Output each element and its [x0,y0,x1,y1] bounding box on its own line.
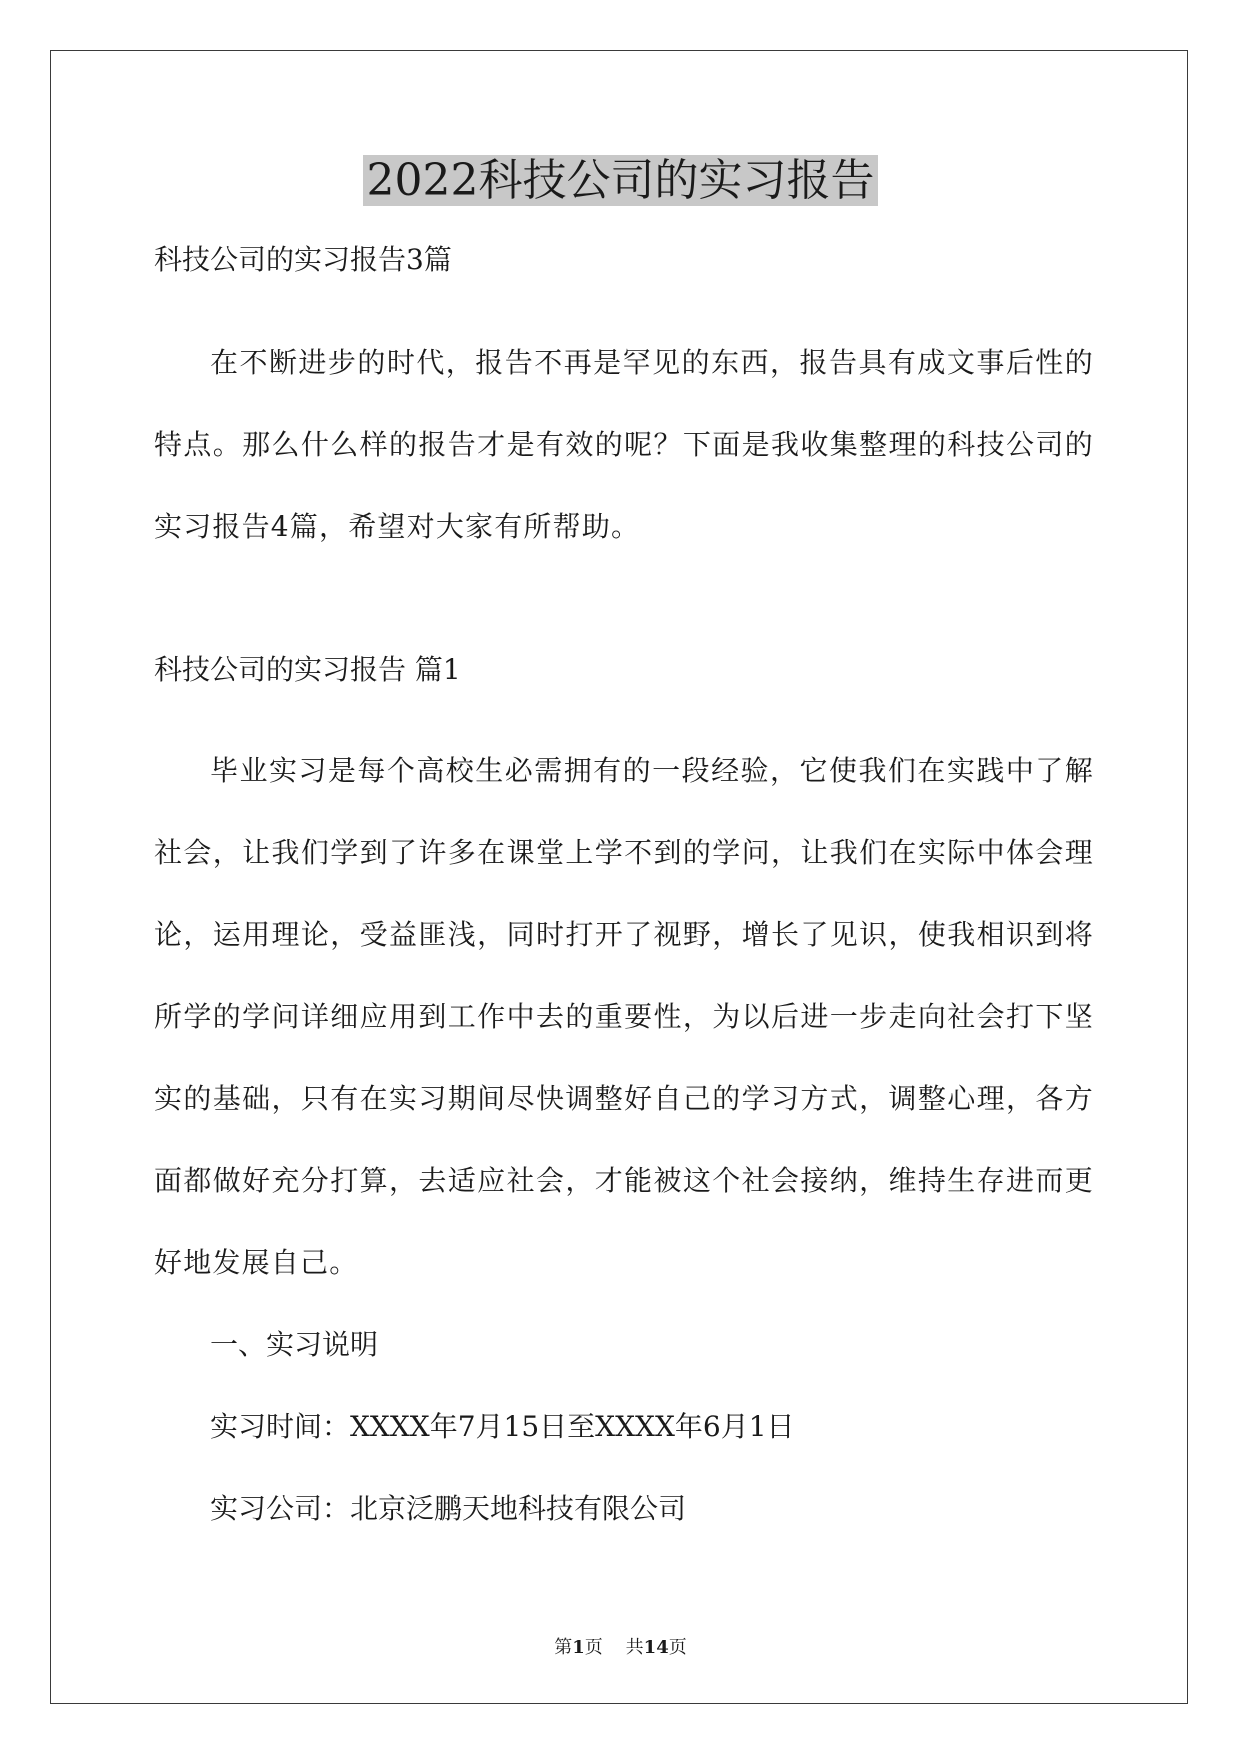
footer-total-suffix: 页 [668,1637,687,1658]
footer-total-prefix: 共 [625,1637,644,1658]
page-footer [0,1636,1241,1660]
internship-time: 实习时间：XXXX年7月15日至XXXX年6月1日 [210,1410,795,1443]
internship-company: 实习公司：北京泛鹏天地科技有限公司 [210,1492,687,1525]
document-title [0,152,1241,210]
heading-one: 一、实习说明 [210,1328,379,1361]
footer-total-pages: 14 [643,1637,669,1658]
intro-paragraph: 在不断进步的时代，报告不再是罕见的东西，报告具有成文事后性的特点。那么什么样的报告才是有效的呢？下面是我收集整理的科技公司的实习报告4篇，希望对大家有所帮助。 [154,346,1094,543]
footer-page-word: 页 [584,1637,603,1658]
footer-prefix: 第 [554,1637,573,1658]
body-paragraph: 毕业实习是每个高校生必需拥有的一段经验，它使我们在实践中了解社会，让我们学到了许多在课堂上学不到的学问，让我们在实际中体会理论，运用理论，受益匪浅，同时打开了视野，增长了见识，使我相识到将所学的学问详细应用到工作中去的重要性，为以后进一步走向社会打下坚实的基础，只有在实习期间尽快调整好自己的学习方式，调整心理，各方面都做好充分打算，去适应社会，才能被这个社会接纳，维持生存进而更好地发展自己。 [154,754,1094,1279]
document-body [154,240,1094,1550]
document-title-text: 2022科技公司的实习报告 [363,155,879,206]
section-title: 科技公司的实习报告 篇1 [154,653,461,686]
paragraph-spacer [154,568,1094,650]
footer-current-page: 1 [572,1637,585,1658]
document-subtitle: 科技公司的实习报告3篇 [154,243,452,276]
